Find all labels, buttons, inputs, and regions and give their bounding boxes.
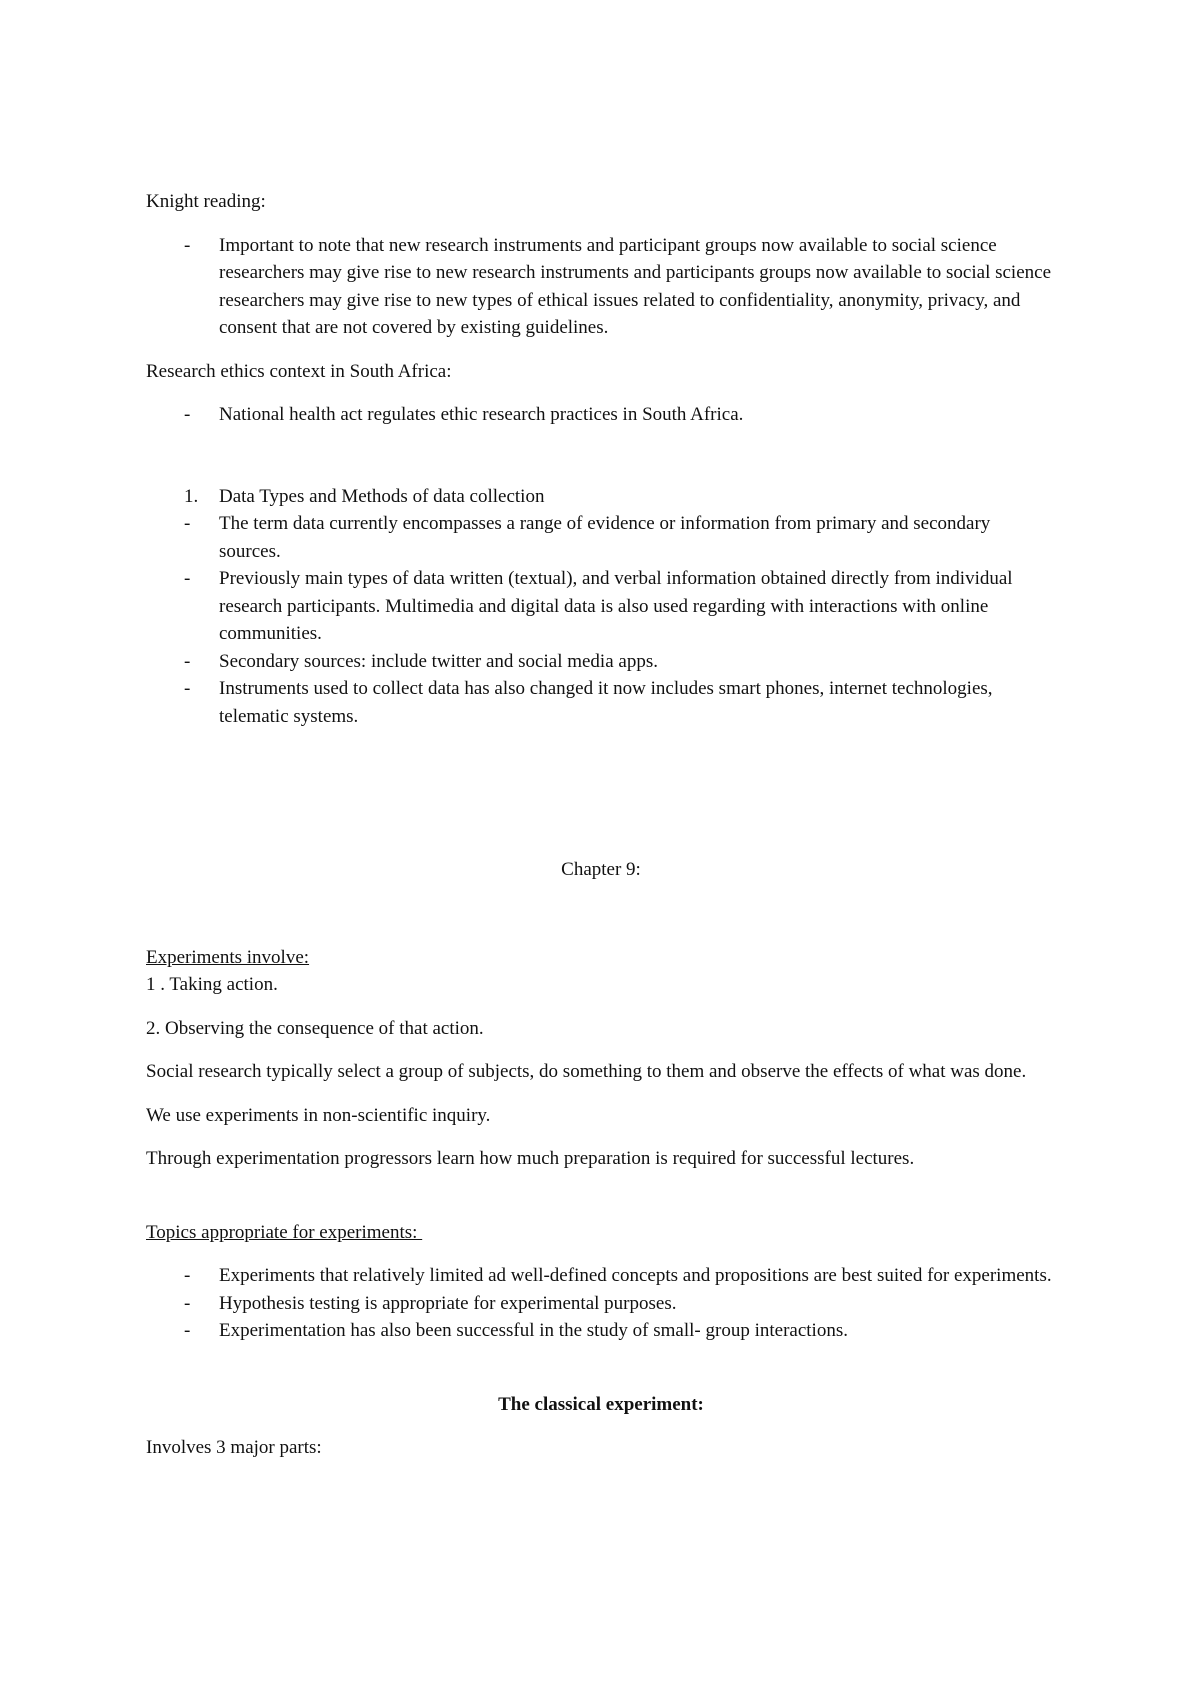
dash-marker: - [184, 513, 191, 534]
list-item-text: Previously main types of data written (textual), and verbal information obtained directly from individual research participants. Multimedia and digital data is also used regarding with interactions with online communities. [219, 568, 1013, 644]
topics-heading: Topics appropriate for experiments: [146, 1221, 423, 1243]
dash-marker: - [184, 234, 191, 256]
list-item [146, 401, 1056, 429]
list-item-text: The term data currently encompasses a range of evidence or information from primary and secondary sources. [219, 513, 991, 562]
dash-marker: - [184, 1320, 191, 1341]
experiments-step-1: 1 . Taking action. [146, 974, 278, 995]
list-item [146, 1262, 1056, 1290]
dash-marker: - [184, 650, 191, 672]
list-item [146, 675, 1056, 730]
list-item-text: Experiments that relatively limited ad well-defined concepts and propositions are best suited for experiments. [219, 1265, 1052, 1286]
experiments-step-2: 2. Observing the consequence of that action. [146, 1017, 484, 1039]
list-item [146, 510, 1056, 565]
list-item [146, 1290, 1056, 1318]
dash-marker: - [184, 678, 191, 699]
list-item-text: Experimentation has also been successful in the study of small- group interactions. [219, 1320, 848, 1341]
dash-marker: - [184, 1292, 191, 1314]
list-item-text: National health act regulates ethic research practices in South Africa. [219, 404, 744, 425]
numbered-heading [146, 483, 1056, 511]
classical-experiment-heading: The classical experiment: [498, 1393, 704, 1415]
chapter-title: Chapter 9: [561, 859, 641, 880]
ethics-sa-list [146, 401, 1056, 429]
experiments-paragraph-3: Through experimentation progressors learn how much preparation is required for successful lectures. [146, 1148, 915, 1169]
data-types-list [146, 510, 1056, 730]
knight-reading-heading: Knight reading: [146, 191, 266, 212]
ethics-sa-heading: Research ethics context in South Africa: [146, 360, 452, 382]
list-item-text: Hypothesis testing is appropriate for experimental purposes. [219, 1292, 677, 1314]
list-item [146, 1317, 1056, 1345]
document-page [146, 188, 1056, 1478]
list-item [146, 232, 1056, 342]
data-types-numbered [146, 483, 1056, 511]
topics-list [146, 1262, 1056, 1345]
list-item [146, 565, 1056, 648]
list-item-text: Instruments used to collect data has also changed it now includes smart phones, internet technologies, telematic systems. [219, 678, 993, 727]
dash-marker: - [184, 404, 191, 425]
number-marker: 1. [184, 485, 199, 507]
list-item-text: Secondary sources: include twitter and social media apps. [219, 650, 658, 672]
experiments-heading: Experiments involve: [146, 946, 310, 968]
classical-experiment-intro: Involves 3 major parts: [146, 1437, 322, 1458]
knight-reading-list [146, 232, 1056, 342]
experiments-paragraph-2: We use experiments in non-scientific inquiry. [146, 1104, 491, 1126]
list-item [146, 648, 1056, 676]
dash-marker: - [184, 1265, 191, 1286]
data-types-heading: Data Types and Methods of data collection [219, 485, 545, 507]
dash-marker: - [184, 568, 191, 589]
experiments-paragraph-1: Social research typically select a group of subjects, do something to them and observe the effects of what was done. [146, 1061, 1027, 1082]
list-item-text: Important to note that new research instruments and participant groups now available to social science researchers may give rise to new research instruments and participants groups now available to social science researchers may give rise to new types of ethical issues related to confidentiality, anonymity, privacy, and consent that are not covered by existing guidelines. [219, 234, 1052, 338]
